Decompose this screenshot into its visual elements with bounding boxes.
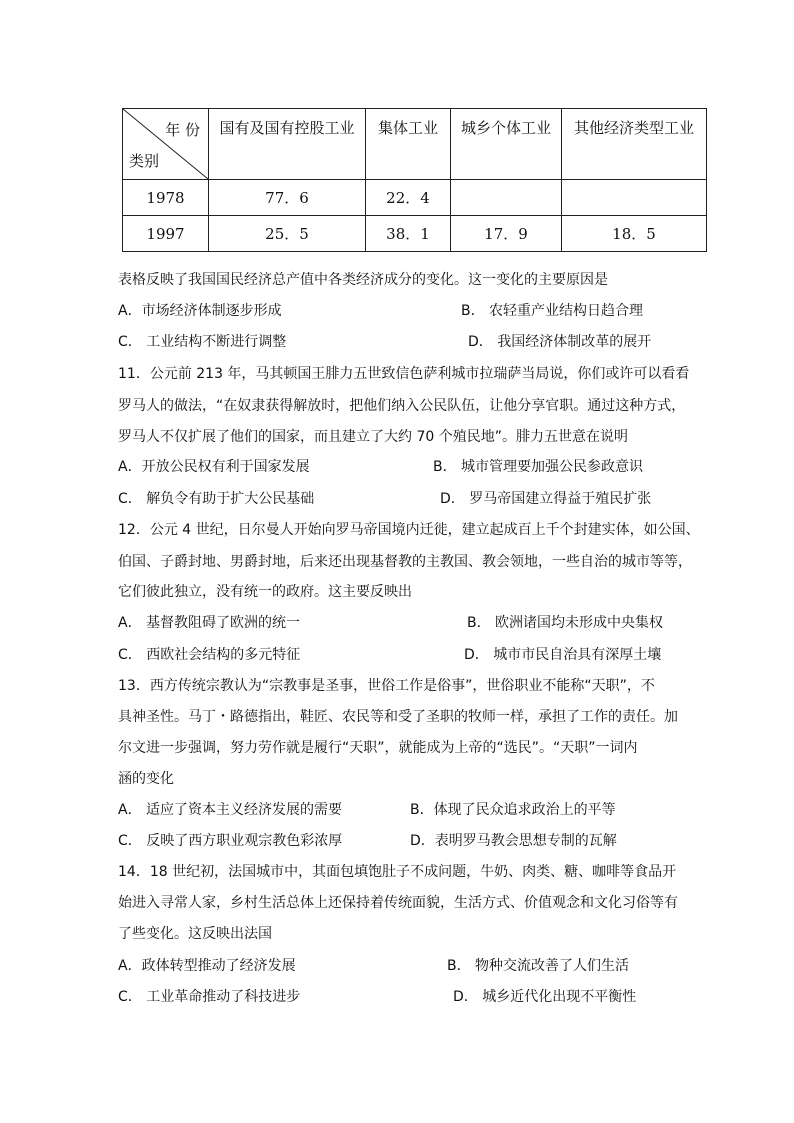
- q13-stem-line4: 涵的变化: [118, 771, 174, 787]
- q11-stem-line1: 11．公元前 213 年，马其顿国王腓力五世致信色萨利城市拉瑞萨当局说，你们或许可以看看: [118, 366, 690, 382]
- q14-option-c: C． 工业革命推动了科技进步: [118, 989, 301, 1005]
- table-row: [123, 180, 707, 216]
- q13-stem-line3: 尔文进一步强调，努力劳作就是履行“天职”，就能成为上帝的“选民”。“天职”一词内: [118, 740, 638, 756]
- header-individual: 城乡个体工业: [451, 109, 562, 180]
- data-table-container: [122, 108, 706, 251]
- header-collective: 集体工业: [366, 109, 451, 180]
- q14-option-b: B． 物种交流改善了人们生活: [447, 958, 630, 974]
- q12-option-a: A． 基督教阻碍了欧洲的统一: [118, 615, 301, 631]
- value-cell: 77．6: [209, 180, 366, 216]
- value-cell: 38．1: [366, 216, 451, 252]
- value-cell: 18．5: [562, 216, 707, 252]
- q12-option-d: D． 城市市民自治具有深厚土壤: [464, 647, 662, 663]
- economic-composition-table: [122, 108, 707, 252]
- q14-option-d: D． 城乡近代化出现不平衡性: [453, 989, 637, 1005]
- q12-stem-line1: 12．公元 4 世纪，日尔曼人开始向罗马帝国境内迁徙，建立起成百上千个封建实体，如公国、: [118, 522, 700, 538]
- table-header-row: [123, 109, 707, 180]
- q12-option-b: B． 欧洲诸国均未形成中央集权: [467, 615, 664, 631]
- header-state-owned: 国有及国有控股工业: [209, 109, 366, 180]
- q13-stem-line2: 具神圣性。马丁・路德指出，鞋匠、农民等和受了圣职的牧师一样，承担了工作的责任。加: [118, 709, 678, 725]
- q11-option-c: C． 解负令有助于扩大公民基础: [118, 491, 315, 507]
- q14-stem-line1: 14．18 世纪初，法国城市中，其面包填饱肚子不成问题，牛奶、肉类、糖、咖啡等食品开: [118, 864, 677, 880]
- value-cell: 25．5: [209, 216, 366, 252]
- value-cell: [451, 180, 562, 216]
- value-cell: 17．9: [451, 216, 562, 252]
- q11-stem-line2: 罗马人的做法，“在奴隶获得解放时，把他们纳入公民队伍，让他分享官职。通过这种方式，: [118, 398, 686, 414]
- q10-option-d: D． 我国经济体制改革的展开: [468, 334, 652, 350]
- q12-option-c: C． 西欧社会结构的多元特征: [118, 647, 301, 663]
- q14-stem-line3: 了些变化。这反映出法国: [118, 926, 272, 942]
- q11-option-d: D． 罗马帝国建立得益于殖民扩张: [440, 491, 652, 507]
- corner-category-label: 类别: [129, 152, 160, 170]
- q14-stem-line2: 始进入寻常人家，乡村生活总体上还保持着传统面貌，生活方式、价值观念和文化习俗等有: [118, 895, 678, 911]
- q13-option-a: A． 适应了资本主义经济发展的需要: [118, 802, 343, 818]
- q11-option-b: B． 城市管理要加强公民参政意识: [433, 459, 644, 475]
- q11-stem-line3: 罗马人不仅扩展了他们的国家，而且建立了大约 70 个殖民地”。腓力五世意在说明: [118, 429, 628, 445]
- q10-option-a: A．市场经济体制逐步形成: [118, 303, 282, 319]
- q13-option-d: D．表明罗马教会思想专制的瓦解: [410, 833, 617, 849]
- table-row: [123, 216, 707, 252]
- header-other: 其他经济类型工业: [562, 109, 707, 180]
- year-cell: 1997: [123, 216, 209, 252]
- value-cell: 22．4: [366, 180, 451, 216]
- q10-option-c: C． 工业结构不断进行调整: [118, 334, 287, 350]
- q10-option-b: B． 农轻重产业结构日趋合理: [461, 303, 644, 319]
- q12-stem-line2: 伯国、子爵封地、男爵封地，后来还出现基督教的主教国、教会领地，一些自治的城市等等，: [118, 554, 692, 570]
- value-cell: [562, 180, 707, 216]
- q13-stem-line1: 13．西方传统宗教认为“宗教事是圣事，世俗工作是俗事”，世俗职业不能称“天职”，不: [118, 678, 655, 694]
- corner-year-label: 年 份: [165, 121, 200, 139]
- q12-stem-line3: 它们彼此独立，没有统一的政府。这主要反映出: [118, 584, 412, 600]
- year-cell: 1978: [123, 180, 209, 216]
- q13-option-b: B．体现了民众追求政治上的平等: [410, 802, 616, 818]
- q11-option-a: A．开放公民权有利于国家发展: [118, 459, 310, 475]
- q13-option-c: C． 反映了西方职业观宗教色彩浓厚: [118, 833, 343, 849]
- table-corner-cell: [123, 109, 209, 180]
- q14-option-a: A．政体转型推动了经济发展: [118, 958, 296, 974]
- q10-stem: 表格反映了我国国民经济总产值中各类经济成分的变化。这一变化的主要原因是: [118, 272, 608, 288]
